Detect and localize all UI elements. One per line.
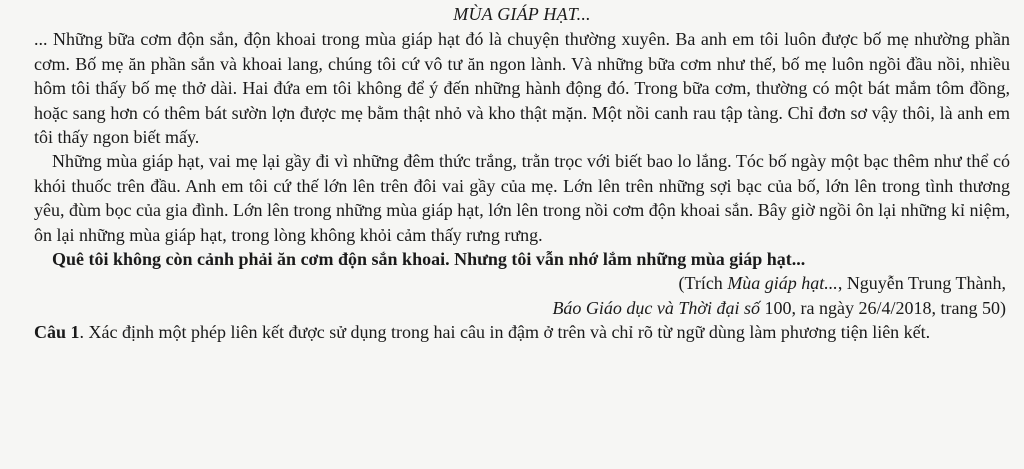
passage-title: MÙA GIÁP HẠT... — [453, 4, 591, 24]
question-number: Câu 1 — [34, 322, 80, 343]
citation-line-2: Báo Giáo dục và Thời đại số 100, ra ngày 26/4/2018, trang 50) — [552, 297, 1006, 318]
citation — [34, 271, 1010, 320]
bold-sentence: Quê tôi không còn cảnh phải ăn cơm độn sắn khoai. Nhưng tôi vẫn nhớ lắm những mùa giáp hạt... — [52, 249, 806, 270]
citation-line-1: (Trích Mùa giáp hạt..., Nguyễn Trung Thành, — [678, 273, 1006, 294]
paragraph-2: Những mùa giáp hạt, vai mẹ lại gầy đi vì những đêm thức trắng, trằn trọc với biết bao lo lắng. Tóc bố ngày một bạc thêm như thể có khói thuốc trên đầu. Anh em tôi cứ thế lớn lên trên đôi vai gầy của mẹ. Lớn lên trên những sợi bạc của bố, lớn lên trong tình thương yêu, đùm bọc của gia đình. Lớn lên trong những mùa giáp hạt, lớn lên trong nồi cơm độn khoai sắn. Bây giờ ngồi ôn lại những kỉ niệm, ôn lại những mùa giáp hạt, trong lòng không khỏi cảm thấy rưng rưng. — [34, 151, 1010, 245]
question-text: . Xác định một phép liên kết được sử dụng trong hai câu in đậm ở trên và chỉ rõ từ ngữ dùng làm phương tiện liên kết. — [79, 322, 931, 343]
paragraph-1: ... Những bữa cơm độn sắn, độn khoai trong mùa giáp hạt đó là chuyện thường xuyên. Ba anh em tôi luôn được bố mẹ nhường phần cơm. Bố mẹ ăn phần sắn và khoai lang, chúng tôi cứ vô tư ăn ngon lành. Và những bữa cơm như thế, bố mẹ luôn ngồi đầu nồi, nhiều hôm tôi thấy bố mẹ thở dài. Hai đứa em tôi không để ý đến những hành động đó. Trong bữa cơm, thường có một bát mắm tôm đồng, hoặc sang hơn có thêm bát sườn lợn được mẹ bằm thật nhỏ và kho thật mặn. Một nồi canh rau tập tàng. Chỉ đơn sơ vậy thôi, là anh em tôi thấy ngon biết mấy. — [34, 29, 1010, 148]
question-1 — [34, 320, 1010, 344]
citation-source: Báo Giáo dục và Thời đại số — [552, 297, 761, 318]
citation-title: Mùa giáp hạt... — [727, 273, 838, 294]
